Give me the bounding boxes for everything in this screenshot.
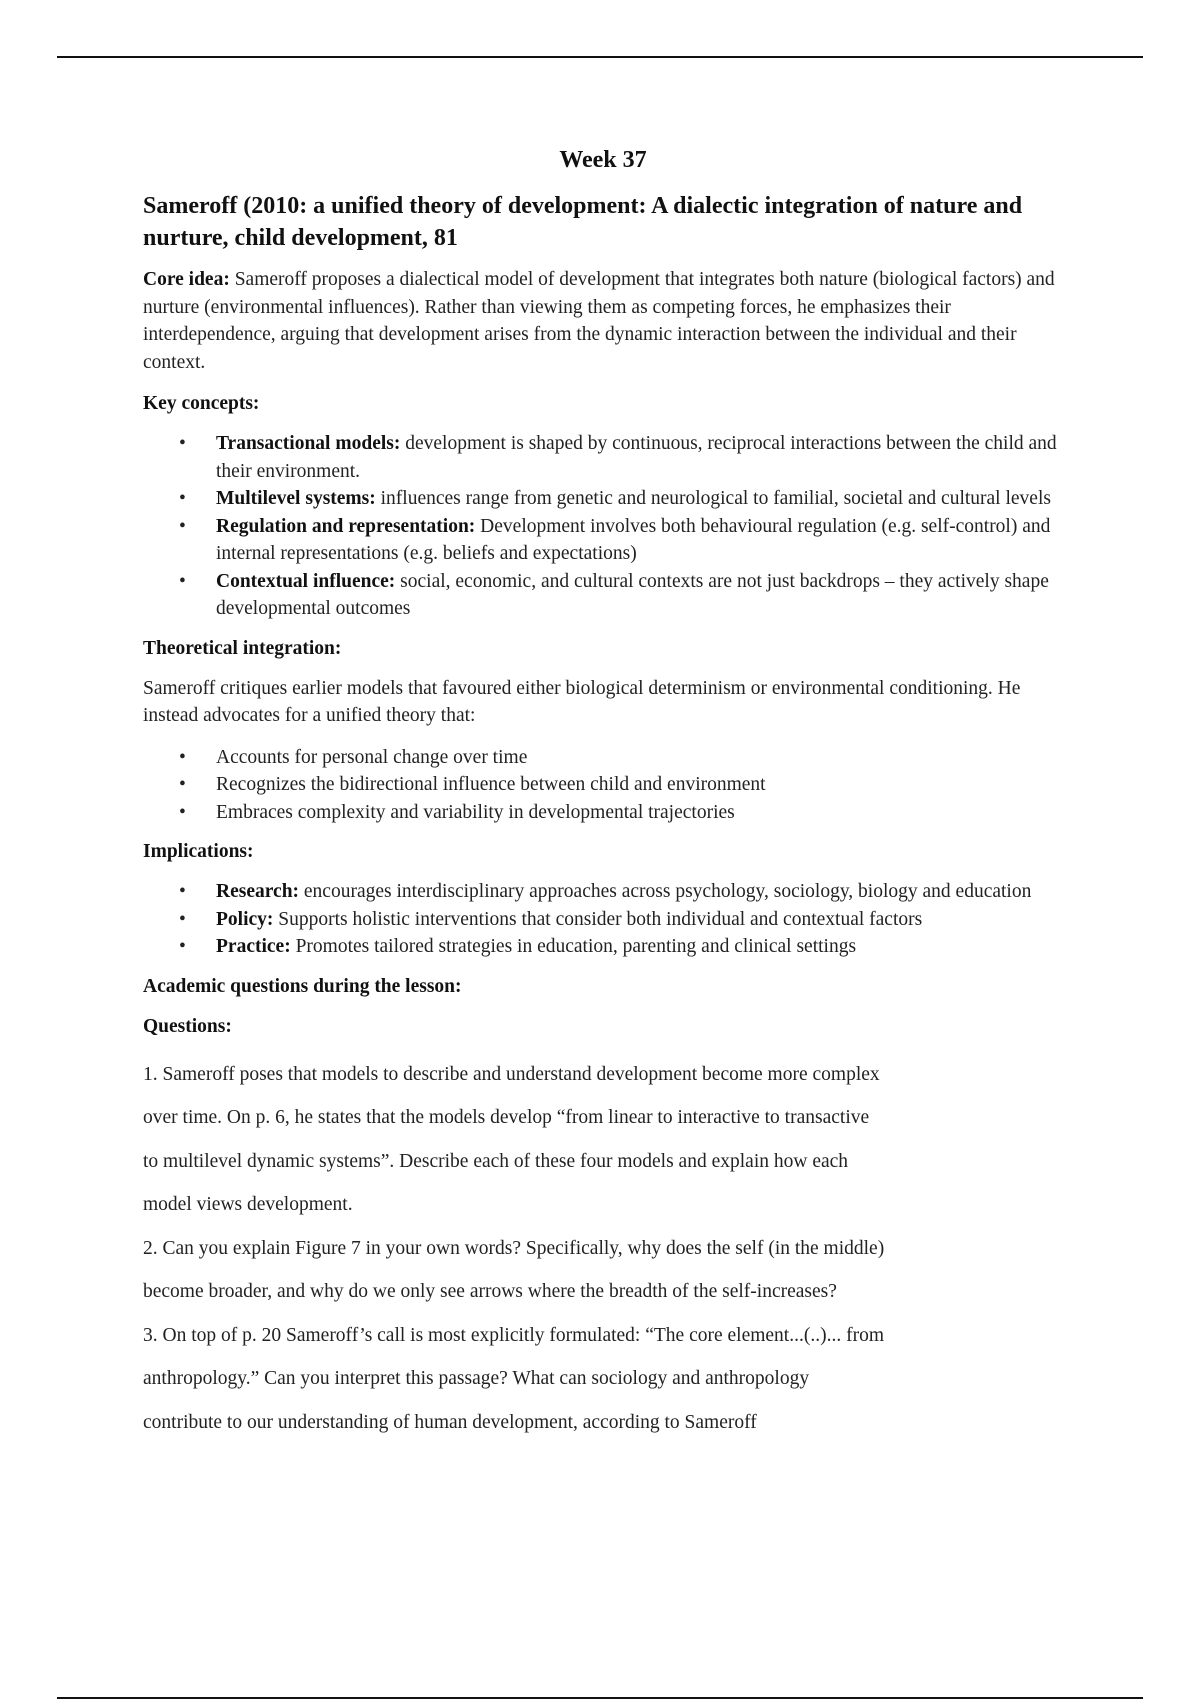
question-line: 1. Sameroff poses that models to describe and understand development become more complex (143, 1063, 880, 1085)
academic-questions-heading: Academic questions during the lesson: (143, 975, 462, 997)
item-label: Transactional models: (216, 433, 401, 454)
theoretical-integration-paragraph: Sameroff critiques earlier models that favoured either biological determinism or environmental conditioning. He instead advocates for a unified theory that: (143, 677, 1021, 726)
item-text: Promotes tailored strategies in education, parenting and clinical settings (295, 936, 857, 957)
question-line: over time. On p. 6, he states that the models develop “from linear to interactive to transactive (143, 1107, 870, 1128)
questions-heading: Questions: (143, 1015, 232, 1037)
item-label: Practice: (216, 936, 291, 957)
question-line: 3. On top of p. 20 Sameroff’s call is most explicitly formulated: “The core element...(..)... from (143, 1324, 884, 1346)
bullet-icon: • (179, 433, 186, 454)
header-rule (57, 56, 1143, 58)
key-concepts-list (143, 430, 1063, 623)
item-text: social, economic, and cultural contexts are not just backdrops – they actively shape developmental outcomes (216, 570, 1049, 619)
questions-block (143, 1053, 1063, 1445)
footer-rule (57, 1697, 1143, 1699)
key-concepts-heading: Key concepts: (143, 393, 260, 414)
bullet-icon: • (179, 746, 186, 768)
item-label: Multilevel systems: (216, 488, 376, 509)
item-text: Accounts for personal change over time (216, 746, 528, 768)
theoretical-integration-heading: Theoretical integration: (143, 637, 342, 659)
week-title: Week 37 (559, 147, 647, 173)
question-line: anthropology.” Can you interpret this passage? What can sociology and anthropology (143, 1368, 810, 1389)
list-item (143, 485, 1063, 513)
bullet-icon: • (179, 801, 186, 823)
bullet-icon: • (179, 488, 186, 509)
list-item (143, 771, 1063, 799)
implications-heading: Implications: (143, 841, 254, 862)
bullet-icon: • (179, 774, 186, 795)
item-label: Contextual influence: (216, 570, 396, 592)
item-label: Regulation and representation: (216, 515, 476, 537)
bullet-icon: • (179, 908, 186, 930)
bullet-icon: • (179, 936, 186, 957)
item-text: Recognizes the bidirectional influence between child and environment (216, 774, 766, 795)
core-idea-paragraph (143, 266, 1063, 376)
item-label: Policy: (216, 908, 274, 930)
core-idea-text: Sameroff proposes a dialectical model of development that integrates both nature (biological factors) and nurture (environmental influences). Rather than viewing them as competing forces, he emphasizes their interdependence, arguing that development arises from the dynamic interaction between the individual and their context. (143, 269, 1055, 373)
list-item (143, 568, 1063, 623)
core-idea-label: Core idea: (143, 269, 230, 290)
item-text: development is shaped by continuous, reciprocal interactions between the child and their environment. (216, 433, 1057, 482)
implications-list (143, 878, 1063, 961)
question-line: become broader, and why do we only see arrows where the breadth of the self-increases? (143, 1281, 837, 1302)
question-line: to multilevel dynamic systems”. Describe each of these four models and explain how each (143, 1150, 849, 1172)
question-line: contribute to our understanding of human development, according to Sameroff (143, 1411, 757, 1433)
bullet-icon: • (179, 515, 186, 537)
list-item (143, 799, 1063, 827)
item-text: Embraces complexity and variability in developmental trajectories (216, 801, 735, 823)
question-line: 2. Can you explain Figure 7 in your own words? Specifically, why does the self (in the middle) (143, 1237, 885, 1259)
list-item (143, 430, 1063, 485)
list-item (143, 878, 1063, 906)
theoretical-integration-list (143, 744, 1063, 827)
list-item (143, 513, 1063, 568)
document-body (143, 140, 1063, 1444)
document-heading: Sameroff (2010: a unified theory of development: A dialectic integration of nature and nurture, child development, 81 (143, 193, 1023, 251)
list-item (143, 744, 1063, 772)
bullet-icon: • (179, 570, 186, 592)
item-label: Research: (216, 881, 300, 902)
item-text: Development involves both behavioural regulation (e.g. self-control) and internal representations (e.g. beliefs and expectations) (216, 515, 1051, 564)
list-item (143, 933, 1063, 961)
bullet-icon: • (179, 881, 186, 902)
question-line: model views development. (143, 1194, 353, 1215)
list-item (143, 906, 1063, 934)
item-text: Supports holistic interventions that consider both individual and contextual factors (278, 908, 923, 930)
item-text: influences range from genetic and neurological to familial, societal and cultural levels (380, 488, 1051, 509)
item-text: encourages interdisciplinary approaches across psychology, sociology, biology and education (303, 881, 1032, 902)
